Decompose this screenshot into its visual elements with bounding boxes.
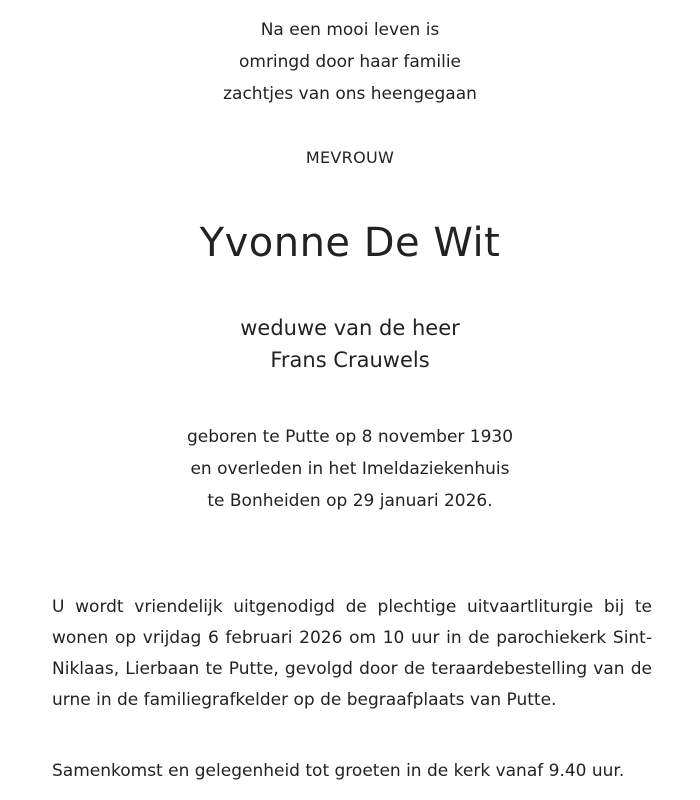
intro-line: Na een mooi leven is: [260, 20, 440, 40]
widow-of-text: [0, 312, 700, 376]
deceased-name: Yvonne De Wit: [199, 220, 501, 266]
birth-line: geboren te Putte op 8 november 1930: [186, 427, 514, 447]
death-line: en overleden in het Imeldaziekenhuis: [190, 459, 510, 479]
intro-line: omringd door haar familie: [238, 52, 461, 72]
funeral-invitation: U wordt vriendelijk uitgenodigd de plechtige uitvaartliturgie bij te wonen op vrijdag 6 februari 2026 om 10 uur in de parochiekerk Sint-Niklaas, Lierbaan te Putte, gevolgd door de teraardebestelling van de urne in de familiegrafkelder op de begraafplaats van Putte.: [52, 597, 652, 710]
intro-line: zachtjes van ons heengegaan: [223, 84, 477, 104]
spouse-name: Frans Crauwels: [270, 348, 430, 372]
widow-line: weduwe van de heer: [240, 316, 460, 340]
birth-death-details: [0, 421, 700, 517]
death-place-line: te Bonheiden op 29 januari 2026.: [207, 491, 493, 511]
intro-text: [0, 14, 700, 110]
honorific-title: MEVROUW: [305, 148, 395, 167]
gathering-info: Samenkomst en gelegenheid tot groeten in de kerk vanaf 9.40 uur.: [52, 761, 625, 781]
